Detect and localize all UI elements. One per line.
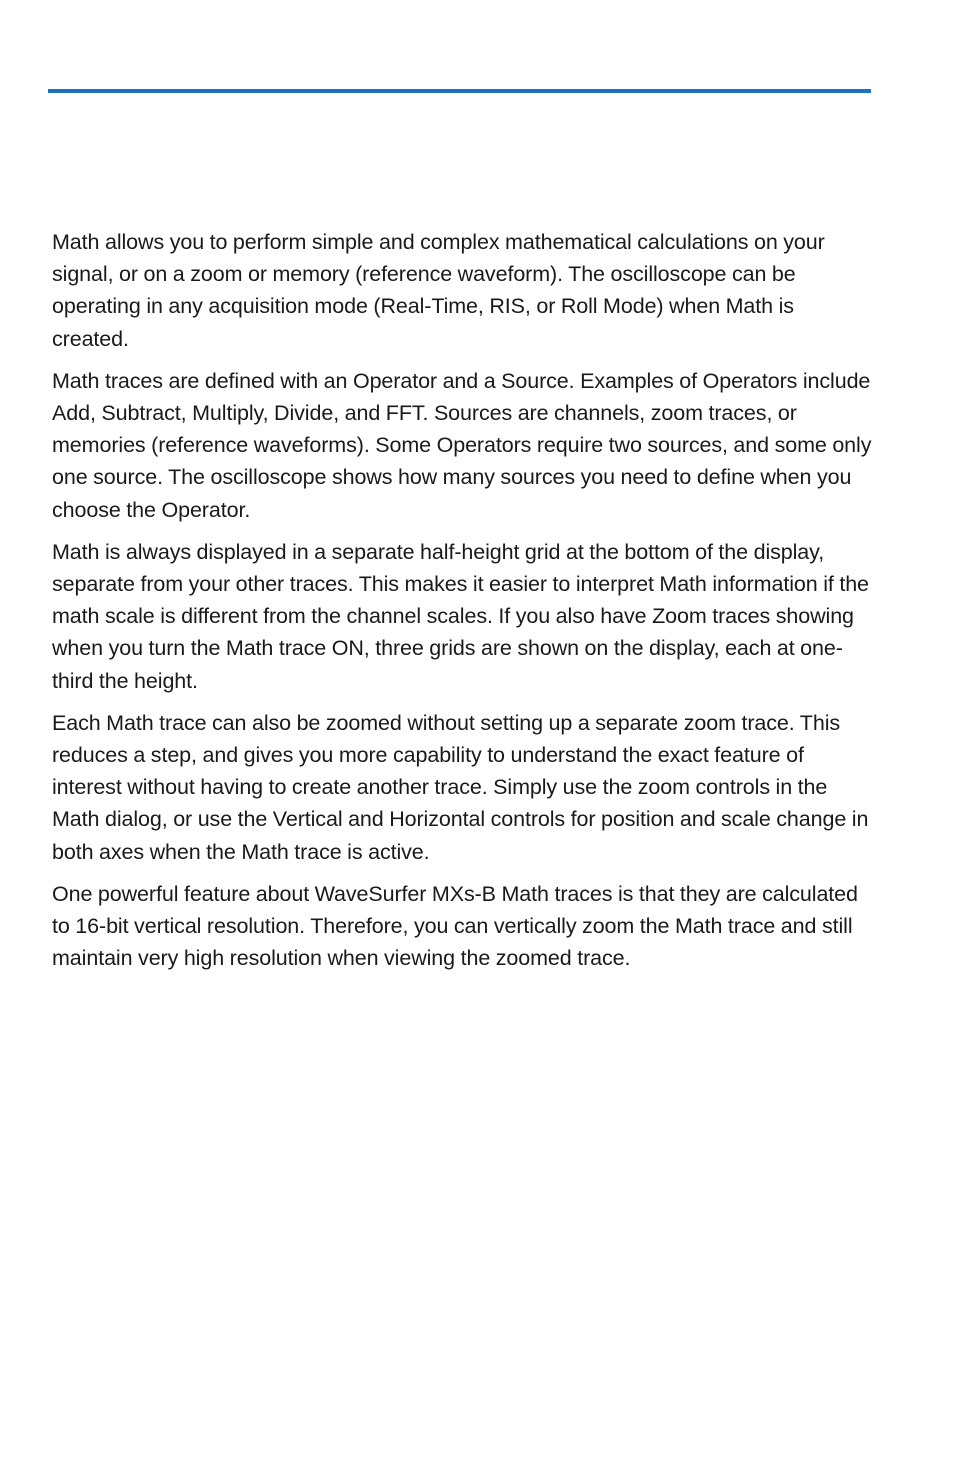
body-text [52,226,872,984]
header-rule [48,89,871,93]
paragraph-math-zoom: Each Math trace can also be zoomed without setting up a separate zoom trace. This reduces a step, and gives you more capability to understand the exact feature of interest without having to create another trace. Simply use the zoom controls in the Math dialog, or use the Vertical and Horizontal controls for position and scale change in both axes when the Math trace is active. [52,710,869,864]
paragraph-math-grid: Math is always displayed in a separate half-height grid at the bottom of the display, separate from your other traces. This makes it easier to interpret Math information if the math scale is different from the channel scales. If you also have Zoom traces showing when you turn the Math trace ON, three grids are shown on the display, each at one-third the height. [52,539,869,693]
paragraph-math-intro: Math allows you to perform simple and complex mathematical calculations on your signal, or on a zoom or memory (reference waveform). The oscilloscope can be operating in any acquisition mode (Real-Time, RIS, or Roll Mode) when Math is created. [52,230,825,351]
paragraph-operators-sources: Math traces are defined with an Operator and a Source. Examples of Operators include Add, Subtract, Multiply, Divide, and FFT. Sources are channels, zoom traces, or memories (reference waveforms). Some Operators require two sources, and some only one source. The oscilloscope shows how many sources you need to define when you choose the Operator. [52,368,872,522]
paragraph-resolution: One powerful feature about WaveSurfer MXs-B Math traces is that they are calculated to 16-bit vertical resolution. Therefore, you can vertically zoom the Math trace and still maintain very high resolution when viewing the zoomed trace. [52,881,858,971]
